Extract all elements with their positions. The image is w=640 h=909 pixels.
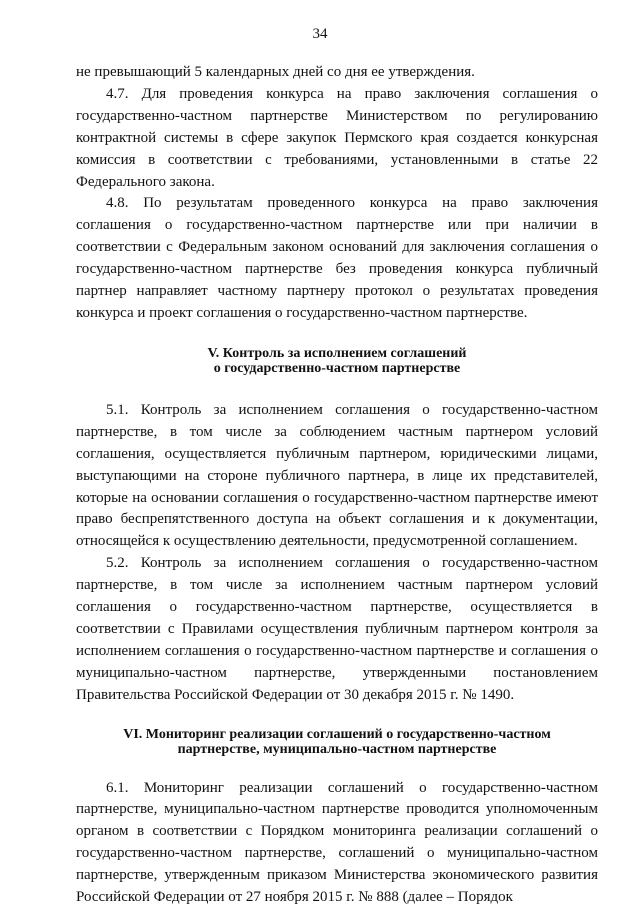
paragraph-4-7: 4.7. Для проведения конкурса на право заключения соглашения о государственно-частном партнерстве Министерством по регулированию контрактной системы в сфере закупок Пермского края создается конкурсная комиссия в соответствии с требованиями, установленными в статье 22 Федерального закона. [76,85,598,190]
paragraph-5-2: 5.2. Контроль за исполнением соглашения о государственно-частном партнерстве, в том числе за исполнением частным партнером условий соглашения о государственно-частном партнерстве, осуществляется в соответствии с Правилами осуществления публичным партнером контроля за исполнением соглашения о государственно-частном партнерстве и соглашения о муниципально-частном партнерстве, утвержденными постановлением Правительства Российской Федерации от 30 декабря 2015 г. № 1490. [76,555,598,703]
section-5-heading [76,346,598,377]
paragraph-continuation: не превышающий 5 календарных дней со дня ее утверждения. [76,64,475,80]
document-body [76,62,598,909]
section-6-heading [76,727,598,758]
section-6-title-line1: VI. Мониторинг реализации соглашений о государственно-частном [123,726,551,742]
page-number: 34 [312,26,328,42]
section-5-title-line1: V. Контроль за исполнением соглашений [207,345,467,361]
paragraph-6-1: 6.1. Мониторинг реализации соглашений о государственно-частном партнерстве, муниципально-частном партнерстве проводится уполномоченным органом в соответствии с Порядком мониторинга реализации соглашений о государственно-частном партнерстве, соглашений о муниципально-частном партнерстве, утвержденным приказом Министерства экономического развития Российской Федерации от 27 ноября 2015 г. № 888 (далее – Порядок [76,779,598,906]
paragraph-5-1: 5.1. Контроль за исполнением соглашения о государственно-частном партнерстве, в том числе за соблюдением частным партнером условий соглашения, осуществляется публичным партнером, юридическими лицами, выступающими на стороне публичного партнера, в лице их представителей, которые на основании соглашения о государственно-частном партнерстве имеют право беспрепятственного доступа на объект соглашения и к документации, относящейся к осуществлению деятельности, предусмотренной соглашением. [76,401,598,550]
section-6-title-line2: партнерстве, муниципально-частном партнерстве [177,742,497,758]
section-5-title-line2: о государственно-частном партнерстве [213,361,461,377]
paragraph-4-8: 4.8. По результатам проведенного конкурса на право заключения соглашения о государственно-частном партнерстве или при наличии в соответствии с Федеральным законом оснований для заключения соглашения о государственно-частном партнерстве без проведения конкурса публичный партнер направляет частному партнеру протокол о результатах проведения конкурса и проект соглашения о государственно-частном партнерстве. [76,195,598,321]
